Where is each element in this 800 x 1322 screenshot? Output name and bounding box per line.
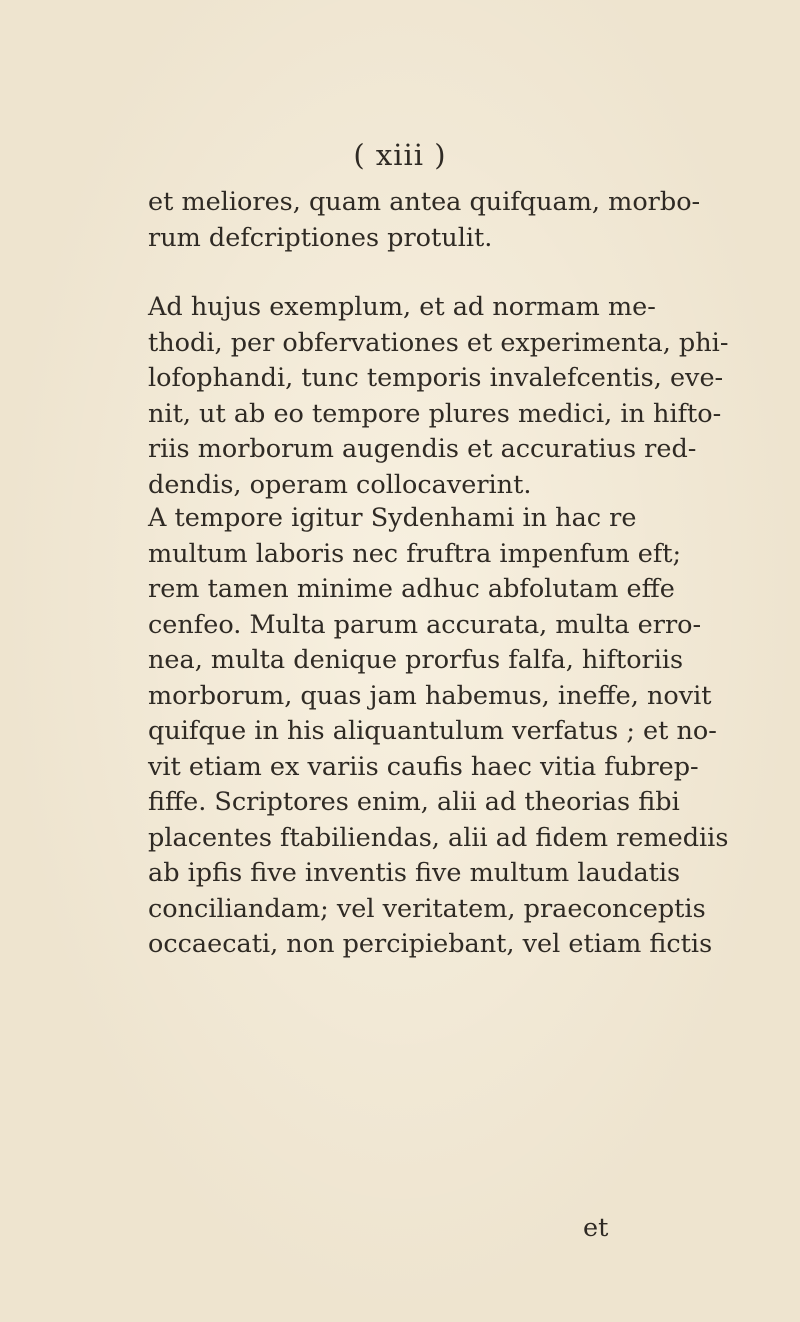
text-line: placentes ftabiliendas, alii ad fidem remediis	[148, 822, 729, 853]
paragraph-1	[148, 185, 701, 256]
text-line: quifque in his aliquantulum verfatus ; et no-	[148, 716, 717, 746]
text-line: multum laboris nec fruftra impenfum eft;	[148, 538, 682, 569]
catchword: et	[583, 1213, 609, 1243]
text-line: A tempore igitur Sydenhami in hac re	[148, 503, 637, 533]
text-line: nit, ut ab eo tempore plures medici, in hifto-	[148, 398, 722, 429]
page-number: ( xiii )	[353, 138, 447, 172]
text-line: dendis, operam collocaverint.	[148, 469, 532, 500]
text-line: vit etiam ex variis caufis haec vitia fubrep-	[148, 751, 699, 782]
text-line: morborum, quas jam habemus, ineffe, novit	[148, 680, 712, 711]
paragraph-2	[148, 290, 729, 503]
text-line: cenfeo. Multa parum accurata, multa erro-	[148, 609, 702, 640]
text-line: ab ipfis five inventis five multum laudatis	[148, 858, 681, 888]
text-line: fiffe. Scriptores enim, alii ad theorias fibi	[148, 787, 680, 817]
text-line: riis morborum augendis et accuratius red-	[148, 434, 697, 464]
paragraph-3	[148, 501, 729, 963]
text-line: et meliores, quam antea quifquam, morbo-	[148, 187, 701, 217]
text-line: occaecati, non percipiebant, vel etiam fictis	[148, 929, 713, 959]
text-line: lofophandi, tunc temporis invalefcentis, eve-	[148, 363, 724, 393]
text-line: nea, multa denique prorfus falfa, hiftoriis	[148, 645, 684, 675]
text-line: conciliandam; vel veritatem, praeconceptis	[148, 893, 706, 924]
text-line: Ad hujus exemplum, et ad normam me-	[148, 292, 656, 322]
text-line: rem tamen minime adhuc abfolutam effe	[148, 574, 675, 604]
text-line: rum defcriptiones protulit.	[148, 222, 493, 253]
text-line: thodi, per obfervationes et experimenta, phi-	[148, 327, 729, 358]
